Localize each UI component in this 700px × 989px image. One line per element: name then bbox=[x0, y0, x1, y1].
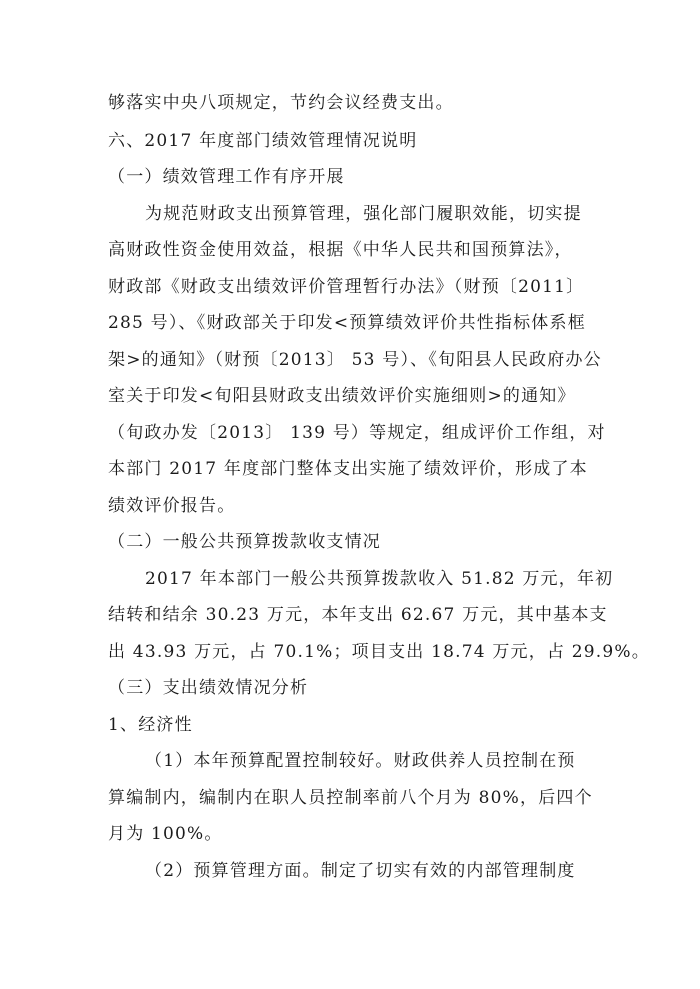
paragraph-line: 架>的通知》（财预〔2013〕 53 号）、《旬阳县人民政府办公 bbox=[108, 350, 602, 370]
paragraph-line: 2017 年本部门一般公共预算拨款收入 51.82 万元，年初 bbox=[145, 569, 614, 589]
subsection-heading: （三）支出绩效情况分析 bbox=[108, 678, 309, 698]
paragraph-line: 高财政性资金使用效益，根据《中华人民共和国预算法》， bbox=[108, 240, 573, 260]
subsection-heading: （一）绩效管理工作有序开展 bbox=[108, 167, 345, 187]
paragraph-line: 结转和结余 30.23 万元，本年支出 62.67 万元，其中基本支 bbox=[108, 605, 608, 625]
paragraph-line: （旬政办发〔2013〕 139 号）等规定，组成评价工作组，对 bbox=[108, 423, 606, 443]
paragraph-line: 财政部《财政支出绩效评价管理暂行办法》（财预〔2011〕 bbox=[108, 277, 585, 297]
subsection-heading: （二）一般公共预算拨款收支情况 bbox=[108, 532, 381, 552]
paragraph-line: （1）本年预算配置控制较好。财政供养人员控制在预 bbox=[145, 751, 576, 771]
text-line: 够落实中央八项规定，节约会议经费支出。 bbox=[108, 93, 454, 113]
paragraph-line: 算编制内，编制内在职人员控制率前八个月为 80%，后四个 bbox=[108, 788, 593, 808]
paragraph-line: （2）预算管理方面。制定了切实有效的内部管理制度 bbox=[145, 861, 576, 881]
paragraph-line: 室关于印发<旬阳县财政支出绩效评价实施细则>的通知》 bbox=[108, 386, 576, 406]
item-heading: 1、经济性 bbox=[108, 715, 193, 735]
paragraph-line: 285 号）、《财政部关于印发<预算绩效评价共性指标体系框 bbox=[108, 313, 586, 333]
paragraph-line: 绩效评价报告。 bbox=[108, 496, 236, 516]
paragraph-line: 本部门 2017 年度部门整体支出实施了绩效评价，形成了本 bbox=[108, 459, 588, 479]
paragraph-line: 出 43.93 万元，占 70.1%；项目支出 18.74 万元，占 29.9%。 bbox=[108, 642, 650, 662]
paragraph-line: 为规范财政支出预算管理，强化部门履职效能，切实提 bbox=[145, 204, 582, 224]
paragraph-line: 月为 100%。 bbox=[108, 824, 223, 844]
section-heading: 六、2017 年度部门绩效管理情况说明 bbox=[108, 131, 418, 151]
